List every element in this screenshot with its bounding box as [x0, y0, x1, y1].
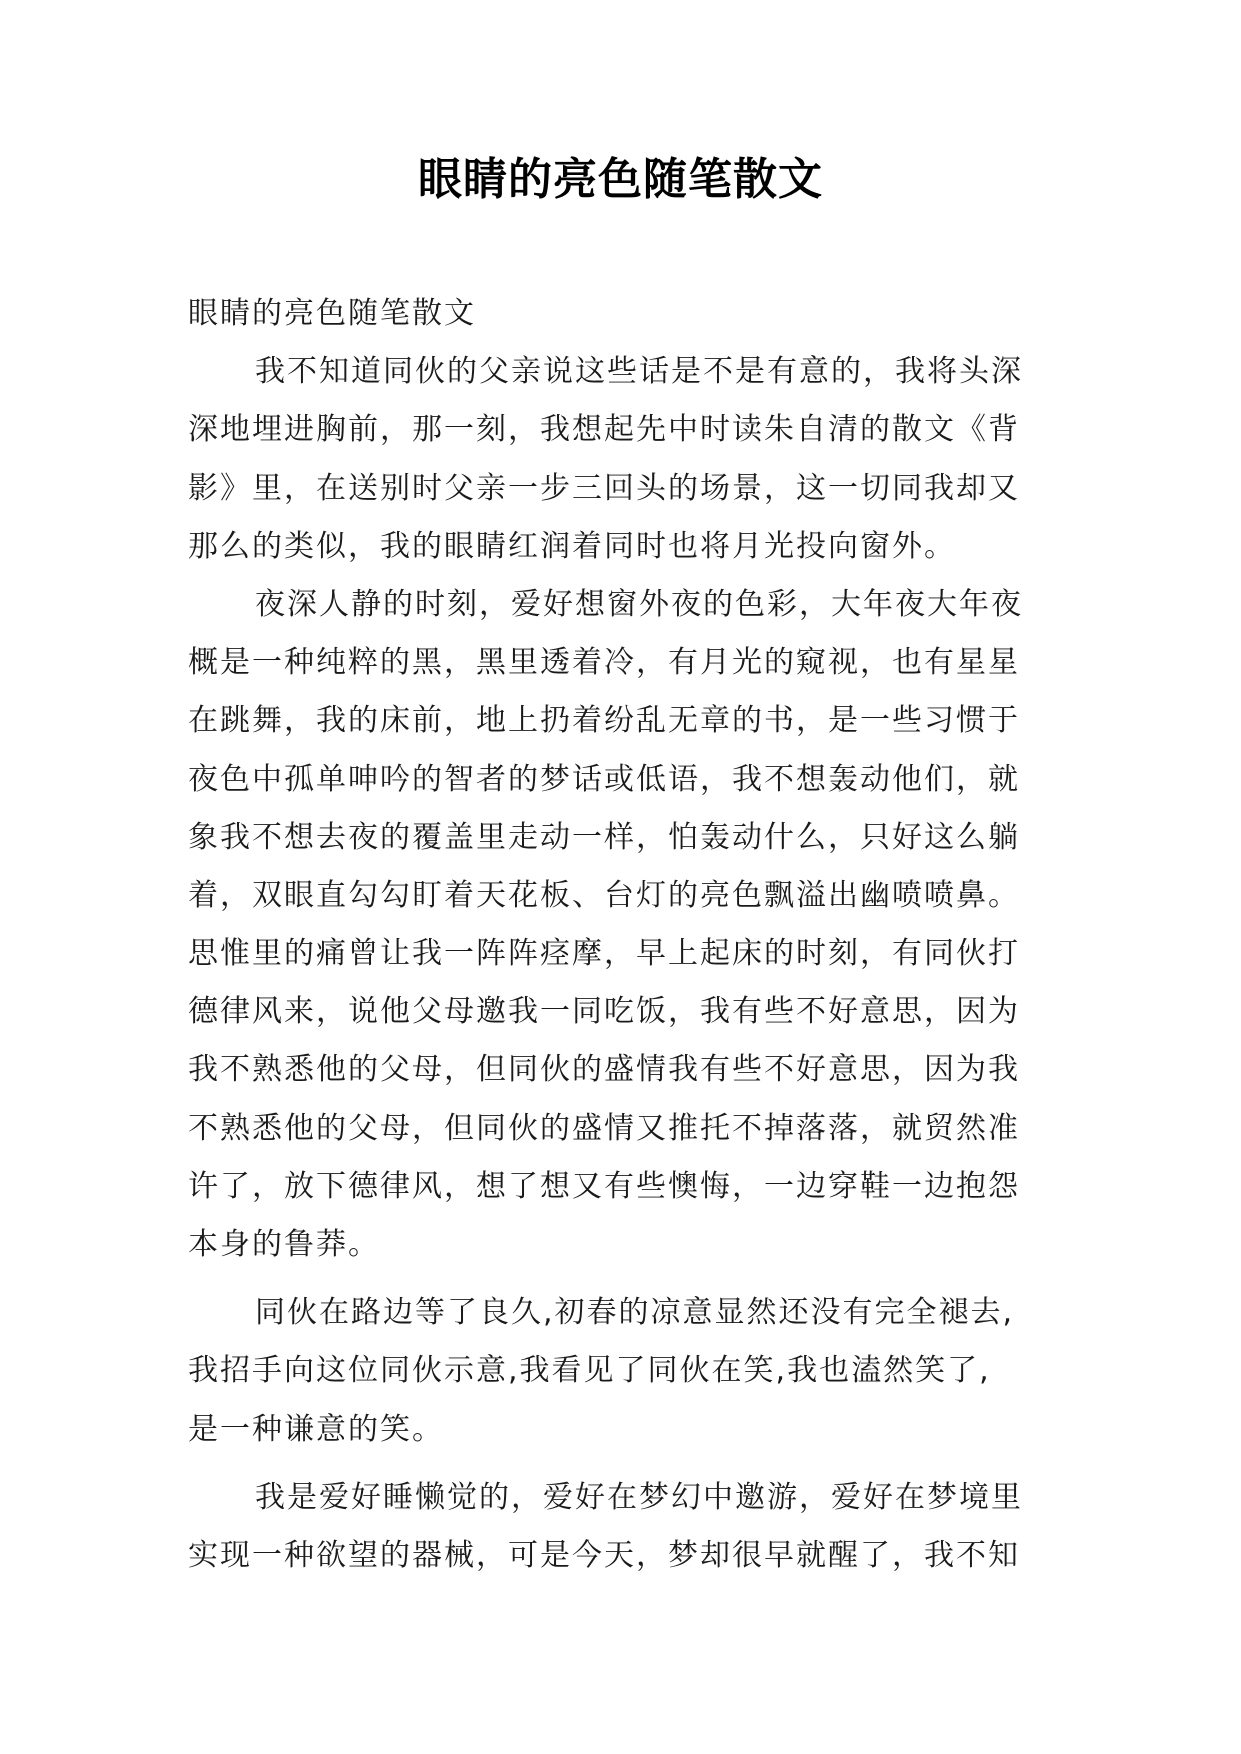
paragraph-1-line-3: 影》里，在送别时父亲一步三回头的场景，这一切同我却又: [188, 470, 1020, 506]
paragraph-3-line-1: 同伙在路边等了良久,初春的凉意显然还没有完全褪去,: [255, 1295, 1015, 1331]
paragraph-3-line-3: 是一种谦意的笑。: [188, 1411, 444, 1447]
paragraph-2-line-11: 许了，放下德律风，想了想又有些懊悔，一边穿鞋一边抱怨: [188, 1168, 1020, 1204]
paragraph-2-line-3: 在跳舞，我的床前，地上扔着纷乱无章的书，是一些习惯于: [188, 703, 1020, 739]
paragraph-3-line-2: 我招手向这位同伙示意,我看见了同伙在笑,我也溘然笑了,: [188, 1353, 991, 1389]
paragraph-2-line-7: 思惟里的痛曾让我一阵阵痉摩，早上起床的时刻，有同伙打: [188, 936, 1020, 972]
paragraph-4-line-2: 实现一种欲望的器械，可是今天，梦却很早就醒了，我不知: [188, 1537, 1020, 1573]
paragraph-2-line-2: 概是一种纯粹的黑，黑里透着冷，有月光的窥视，也有星星: [188, 645, 1020, 681]
paragraph-1-line-2: 深地埋进胸前，那一刻，我想起先中时读朱自清的散文《背: [188, 412, 1020, 448]
paragraph-2-line-8: 德律风来，说他父母邀我一同吃饭，我有些不好意思，因为: [188, 994, 1020, 1030]
paragraph-1-line-4: 那么的类似，我的眼睛红润着同时也将月光投向窗外。: [188, 528, 956, 564]
document-body: [188, 285, 1058, 1585]
paragraph-2-line-5: 象我不想去夜的覆盖里走动一样，怕轰动什么，只好这么躺: [188, 819, 1020, 855]
paragraph-2-line-9: 我不熟悉他的父母，但同伙的盛情我有些不好意思，因为我: [188, 1052, 1020, 1088]
paragraph-2-line-6: 着，双眼直勾勾盯着天花板、台灯的亮色飘溢出幽喷喷鼻。: [188, 877, 1020, 913]
paragraph-2-line-10: 不熟悉他的父母，但同伙的盛情又推托不掉落落，就贸然准: [188, 1110, 1020, 1146]
paragraph-2-line-1: 夜深人静的时刻，爱好想窗外夜的色彩，大年夜大年夜: [255, 586, 1023, 622]
paragraph-4-line-1: 我是爱好睡懒觉的，爱好在梦幻中邀游，爱好在梦境里: [255, 1479, 1023, 1515]
document-title: 眼睛的亮色随笔散文: [418, 154, 823, 205]
subtitle-line: 眼睛的亮色随笔散文: [188, 296, 476, 331]
paragraph-2-line-4: 夜色中孤单呻吟的智者的梦话或低语，我不想轰动他们，就: [188, 761, 1020, 797]
paragraph-1-line-1: 我不知道同伙的父亲说这些话是不是有意的，我将头深: [255, 354, 1023, 390]
paragraph-2-line-12: 本身的鲁莽。: [188, 1227, 380, 1262]
